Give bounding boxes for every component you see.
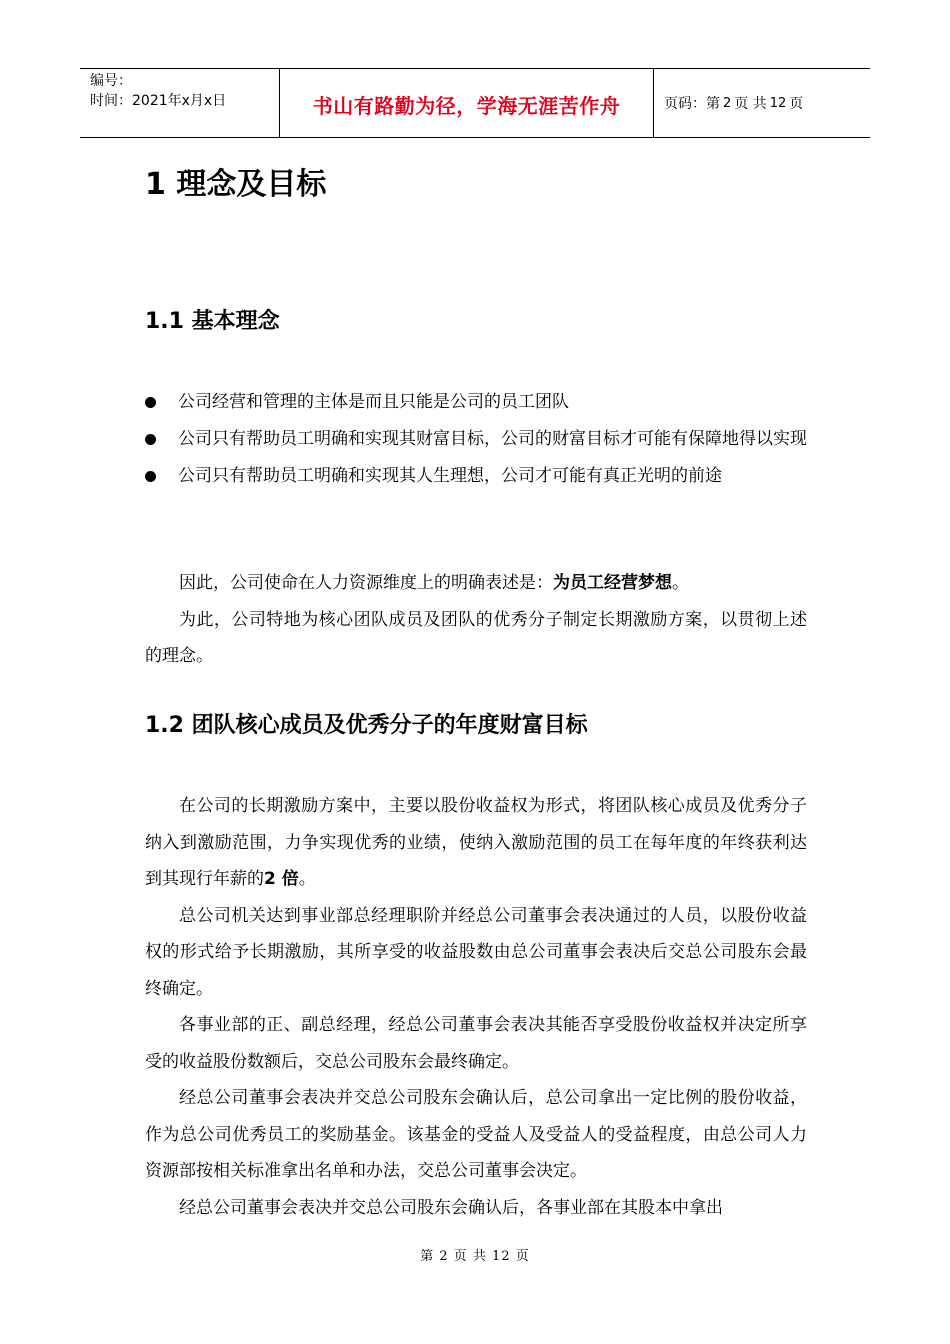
purpose-paragraph: 为此，公司特地为核心团队成员及团队的优秀分子制定长期激励方案，以贯彻上述的理念。 xyxy=(145,609,807,666)
bullet-icon xyxy=(145,434,156,445)
paragraph: 总公司机关达到事业部总经理职阶并经总公司董事会表决通过的人员，以股份收益权的形式给予长期激励，其所享受的收益股数由总公司董事会表决后交总公司股东会最终确定。 xyxy=(145,905,807,999)
section-1-1-heading: 1.1 基本理念 xyxy=(145,309,280,334)
page-total: 12 xyxy=(769,95,787,111)
paragraph: 经总公司董事会表决并交总公司股东会确认后，总公司拿出一定比例的股份收益，作为总公司优秀员工的奖励基金。该基金的受益人及受益人的受益程度，由总公司人力资源部按相关标准拿出名单和办法，交总公司董事会决定。 xyxy=(145,1088,807,1181)
bullet-text: 公司只有帮助员工明确和实现其财富目标，公司的财富目标才可能有保障地得以实现 xyxy=(178,429,807,449)
header-motto: 书山有路勤为径，学海无涯苦作舟 xyxy=(280,69,654,137)
mission-paragraph xyxy=(145,565,807,602)
paragraph: 各事业部的正、副总经理，经总公司董事会表决其能否享受股份收益权并决定所享受的收益股份数额后，交总公司股东会最终确定。 xyxy=(145,1015,807,1072)
mission-prefix: 因此，公司使命在人力资源维度上的明确表述是： xyxy=(179,573,553,593)
mission-suffix: 。 xyxy=(672,573,689,593)
mission-statement: 为员工经营梦想 xyxy=(553,573,672,593)
salary-multiple: 2 倍 xyxy=(264,869,299,889)
paragraph-text: 在公司的长期激励方案中，主要以股份收益权为形式，将团队核心成员及优秀分子纳入到激励范围，力争实现优秀的业绩，使纳入激励范围的员工在每年度的年终获利达到其现行年薪的 xyxy=(145,796,807,889)
list-item xyxy=(145,458,825,495)
page-footer: 第 2 页 共 12 页 xyxy=(420,1249,530,1264)
paragraph xyxy=(145,788,807,898)
page-prefix: 页码：第 xyxy=(664,96,720,112)
bullet-text: 公司只有帮助员工明确和实现其人生理想，公司才可能有真正光明的前途 xyxy=(178,466,722,486)
code-label: 编号： xyxy=(90,73,132,89)
section-1-heading: 1 理念及目标 xyxy=(145,167,327,202)
mission-block xyxy=(145,565,807,675)
header-page-info xyxy=(654,69,870,137)
bullet-text: 公司经营和管理的主体是而且只能是公司的员工团队 xyxy=(178,392,569,412)
paragraph-end: 。 xyxy=(298,869,316,889)
page-header xyxy=(80,68,870,138)
section-1-2-heading: 1.2 团队核心成员及优秀分子的年度财富目标 xyxy=(145,713,588,738)
principles-list xyxy=(145,384,825,495)
page-number: 2 xyxy=(723,95,732,111)
list-item xyxy=(145,421,825,458)
paragraph: 经总公司董事会表决并交总公司股东会确认后，各事业部在其股本中拿出 xyxy=(179,1197,723,1218)
page-mid: 页 共 xyxy=(734,96,767,112)
bullet-icon xyxy=(145,471,156,482)
header-meta xyxy=(80,69,280,137)
time-label: 时间：2021年x月x日 xyxy=(90,93,227,109)
wealth-target-block xyxy=(145,788,807,1226)
bullet-icon xyxy=(145,397,156,408)
list-item xyxy=(145,384,825,421)
page-suffix: 页 xyxy=(789,96,804,112)
